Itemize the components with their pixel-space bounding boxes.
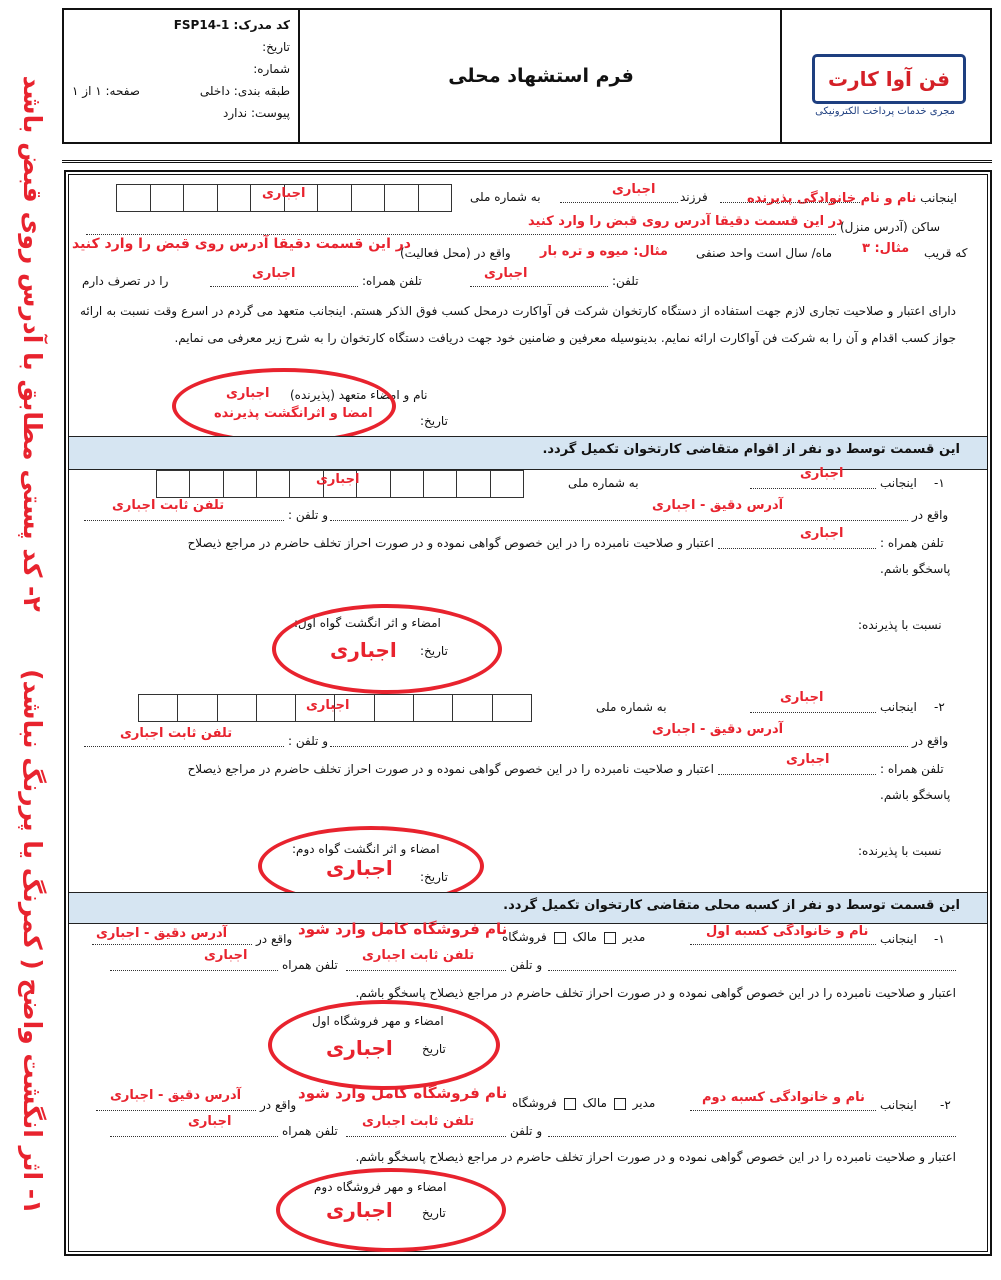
- header-rule: [62, 160, 992, 163]
- shop2-sign-required: اجباری: [326, 1198, 393, 1222]
- shop2-num: ۲-: [940, 1098, 951, 1112]
- witness2-relation-label: نسبت با پذیرنده:: [858, 844, 942, 858]
- witness1-answer-text: پاسخگو باشم.: [880, 562, 951, 576]
- witness2-credit-text: اعتبار و صلاحیت نامبرده را در این خصوص گواهی نموده و در صورت احراز تخلف حاضرم در مراجع ذیصلاح: [187, 762, 714, 776]
- business-address-hint: در این قسمت دقیقا آدرس روی قبض را وارد کنید: [72, 236, 411, 252]
- witness2-nid-label: به شماره ملی: [596, 700, 667, 714]
- shop2-me: اینجانب: [880, 1098, 917, 1112]
- shop2-mobile-hint: اجباری: [188, 1114, 232, 1129]
- witness1-nid-hint: اجباری: [316, 472, 360, 487]
- shop1-manager-checkbox[interactable]: [604, 932, 616, 944]
- logo-text: فن آوا کارت: [828, 67, 950, 91]
- phone-field[interactable]: [470, 286, 608, 287]
- applicant-commitment-text: دارای اعتبار و صلاحیت تجاری لازم جهت استفاده از دستگاه کارتخوان شرکت فن آواکارت درمحل کسب فوق الذکر هستم. اینجانب متعهد می گردم در اسرع وقت نسبت به ارائه جواز کسب اقدام و آن را به شرکت فن آواکارت ارائه نمایم. بدینوسیله معرفین و ضامنین خود جهت دریافت دستگاه کارتخوان را به شرح زیر معرفی می نمایم.: [80, 304, 956, 345]
- shop2-credit-text: اعتبار و صلاحیت نامبرده را در این خصوص گواهی نموده و در صورت احراز تخلف حاضرم در مراجع ذیصلاح پاسخگو باشم.: [355, 1150, 956, 1164]
- shop2-mobile-label: تلفن همراه: [282, 1124, 338, 1138]
- business-example: مثال: میوه و تره بار: [540, 244, 668, 259]
- shop1-mobile-hint: اجباری: [204, 948, 248, 963]
- doc-number-label: شماره:: [253, 62, 290, 76]
- side-note-line2: ۲- کد پستی مطابق با آدرس روی قبض باشد: [18, 75, 47, 612]
- company-logo: [812, 54, 966, 104]
- witness1-relation-label: نسبت با پذیرنده:: [858, 618, 942, 632]
- applicant-date-label: تاریخ:: [420, 414, 448, 428]
- resident-address-hint: در این قسمت دقیقا آدرس روی قبض را وارد کنید: [528, 214, 843, 229]
- shop1-date-label: تاریخ: [422, 1042, 446, 1056]
- located-label: واقع در (محل فعالیت): [400, 246, 511, 260]
- shop2-phone-label: و تلفن: [510, 1124, 543, 1138]
- mobile-label: تلفن همراه:: [362, 274, 422, 288]
- shop1-mobile-label: تلفن همراه: [282, 958, 338, 972]
- month-year-label: ماه/ سال است واحد صنفی: [696, 246, 833, 260]
- father-name-hint: اجباری: [612, 182, 656, 197]
- logo-subtitle: مجری خدمات پرداخت الکترونیکی: [815, 106, 955, 117]
- shop2-located-label: واقع در: [260, 1098, 297, 1112]
- witness1-address-hint: آدرس دقیق - اجباری: [652, 498, 784, 513]
- applicant-me-label: اینجانب: [920, 191, 957, 205]
- shop2-mobile-field[interactable]: [110, 1136, 278, 1137]
- duration-example: مثال: ۳: [862, 241, 910, 256]
- shop1-landline-hint: تلفن ثابت اجباری: [362, 948, 475, 963]
- shop1-mobile-field[interactable]: [110, 970, 278, 971]
- son-of-label: فرزند: [680, 190, 708, 204]
- witness2-sign-required: اجباری: [326, 856, 393, 880]
- side-note-text: [4, 35, 60, 1255]
- shop1-owner-label: مالک: [572, 930, 597, 944]
- shop1-me: اینجانب: [880, 932, 917, 946]
- shop2-owner-checkbox[interactable]: [564, 1098, 576, 1110]
- resident-label: ساکن (آدرس منزل): [840, 220, 941, 234]
- shop1-name-field[interactable]: [690, 944, 876, 945]
- doc-classification: طبقه بندی: داخلی: [199, 84, 290, 98]
- witness1-nid-label: به شماره ملی: [568, 476, 639, 490]
- shop1-shop-hint: نام فروشگاه کامل وارد شود: [298, 920, 508, 938]
- side-note: [4, 30, 60, 1260]
- doc-date-label: تاریخ:: [262, 40, 290, 54]
- shop1-address-field[interactable]: [92, 944, 252, 945]
- applicant-sign-label: نام و امضاء متعهد (پذیرنده): [290, 388, 428, 402]
- shop1-located-label: واقع در: [256, 932, 293, 946]
- shop2-address-field[interactable]: [96, 1110, 256, 1111]
- shop2-landline-hint: تلفن ثابت اجباری: [362, 1114, 475, 1129]
- shop1-credit-text: اعتبار و صلاحیت نامبرده را در این خصوص گواهی نموده و در صورت احراز تخلف حاضرم در مراجع ذیصلاح پاسخگو باشم.: [355, 986, 956, 1000]
- witness2-date-label: تاریخ:: [420, 870, 448, 884]
- shop1-address-hint: آدرس دقیق - اجباری: [96, 926, 228, 941]
- shop1-owner-checkbox[interactable]: [554, 932, 566, 944]
- witness1-name-hint: اجباری: [800, 466, 844, 481]
- phone-label: تلفن:: [612, 274, 639, 288]
- witness2-landline-hint: تلفن ثابت اجباری: [120, 726, 233, 741]
- shop2-sign-label: امضاء و مهر فروشگاه دوم: [314, 1180, 447, 1194]
- witness1-me: اینجانب: [880, 476, 917, 490]
- father-name-field[interactable]: [560, 202, 678, 203]
- witness2-mobile-label: تلفن همراه :: [880, 762, 944, 776]
- witness1-credit-text: اعتبار و صلاحیت نامبرده را در این خصوص گواهی نموده و در صورت احراز تخلف حاضرم در مراجع ذیصلاح: [187, 536, 714, 550]
- relatives-section-title: این قسمت توسط دو نفر از اقوام متقاضی کارتخوان تکمیل گردد.: [542, 442, 960, 457]
- shop1-role: [502, 930, 645, 944]
- witness2-address-field[interactable]: [330, 746, 908, 747]
- shop1-manager-label: مدیر: [622, 930, 646, 944]
- header-table: [62, 8, 992, 144]
- applicant-fullname-field[interactable]: [720, 202, 860, 203]
- witness1-mobile-field[interactable]: [718, 548, 876, 549]
- witness1-landline-hint: تلفن ثابت اجباری: [112, 498, 225, 513]
- shop1-phone-field-right[interactable]: [548, 970, 956, 971]
- witness2-phone-label: و تلفن :: [288, 734, 328, 748]
- applicant-sign-hint: امضا و اثرانگشت پذیرنده: [214, 406, 373, 421]
- shop2-phone-field-right[interactable]: [548, 1136, 956, 1137]
- witness1-sign-required: اجباری: [330, 638, 397, 662]
- witness1-mobile-hint: اجباری: [800, 526, 844, 541]
- title-cell: [302, 10, 780, 142]
- witness2-phone-field[interactable]: [84, 746, 284, 747]
- applicant-fullname-hint: نام و نام خانوادگی پذیرنده: [747, 191, 917, 206]
- witness2-name-hint: اجباری: [780, 690, 824, 705]
- witness1-sign-label: امضاء و اثر انگشت گواه اول:: [294, 616, 441, 630]
- national-id-hint: اجباری: [262, 186, 306, 201]
- shop1-shop-label: فروشگاه: [502, 930, 547, 944]
- national-id-label: به شماره ملی: [470, 190, 541, 204]
- doc-classification-row: [72, 80, 290, 102]
- witness2-mobile-field[interactable]: [718, 774, 876, 775]
- shop2-manager-label: مدیر: [632, 1096, 656, 1110]
- shop2-shop-label: فروشگاه: [512, 1096, 557, 1110]
- witness2-sign-label: امضاء و اثر انگشت گواه دوم:: [292, 842, 440, 856]
- page-title: فرم استشهاد محلی: [448, 65, 634, 87]
- shop1-phone-field[interactable]: [346, 970, 506, 971]
- witness1-num: ۱-: [934, 476, 945, 490]
- witness1-date-label: تاریخ:: [420, 644, 448, 658]
- shop1-phone-label: و تلفن: [510, 958, 543, 972]
- resident-address-field[interactable]: [86, 234, 836, 235]
- doc-meta: [64, 10, 300, 142]
- shop2-owner-label: مالک: [582, 1096, 607, 1110]
- doc-code: کد مدرک: FSP14-1: [173, 18, 290, 32]
- shop1-sign-label: امضاء و مهر فروشگاه اول: [312, 1014, 444, 1028]
- witness1-name-field[interactable]: [750, 488, 876, 489]
- witness2-located-label: واقع در: [912, 734, 949, 748]
- shops-section-title: این قسمت توسط دو نفر از کسبه محلی متقاضی کارتخوان تکمیل گردد.: [503, 898, 960, 913]
- shop2-role: [512, 1096, 655, 1110]
- shop1-sign-required: اجباری: [326, 1036, 393, 1060]
- mobile-field[interactable]: [210, 286, 358, 287]
- logo-cell: [780, 10, 990, 142]
- applicant-sign-required: اجباری: [226, 386, 270, 401]
- witness1-address-field[interactable]: [330, 520, 908, 521]
- witness2-name-field[interactable]: [750, 712, 876, 713]
- witness1-phone-label: و تلفن :: [288, 508, 328, 522]
- witness1-located-label: واقع در: [912, 508, 949, 522]
- doc-page: صفحه: ۱ از ۱: [72, 84, 140, 98]
- near-label: که قریب: [924, 246, 968, 260]
- shop2-date-label: تاریخ: [422, 1206, 446, 1220]
- witness2-nid-hint: اجباری: [306, 698, 350, 713]
- witness2-num: ۲-: [934, 700, 945, 714]
- shop1-num: ۱-: [934, 932, 945, 946]
- phone-hint: اجباری: [484, 266, 528, 281]
- shop1-name-hint: نام و خانوادگی کسبه اول: [706, 924, 869, 939]
- shop2-shop-hint: نام فروشگاه کامل وارد شود: [298, 1084, 508, 1102]
- shop2-phone-field[interactable]: [346, 1136, 506, 1137]
- witness2-me: اینجانب: [880, 700, 917, 714]
- doc-attachment: پیوست: ندارد: [223, 106, 290, 120]
- mobile-hint: اجباری: [252, 266, 296, 281]
- witness2-address-hint: آدرس دقیق - اجباری: [652, 722, 784, 737]
- possession-label: را در تصرف دارم: [82, 274, 169, 288]
- witness1-mobile-label: تلفن همراه :: [880, 536, 944, 550]
- shop2-address-hint: آدرس دقیق - اجباری: [110, 1088, 242, 1103]
- shop2-name-hint: نام و خانوادگی کسبه دوم: [702, 1090, 865, 1105]
- shop2-name-field[interactable]: [690, 1110, 876, 1111]
- witness2-answer-text: پاسخگو باشم.: [880, 788, 951, 802]
- shop2-manager-checkbox[interactable]: [614, 1098, 626, 1110]
- witness1-phone-field[interactable]: [84, 520, 284, 521]
- side-note-line1: ۱- اثر انگشت واضح ( کمرنگ یا پررنگ نباشد): [18, 669, 47, 1215]
- witness2-mobile-hint: اجباری: [786, 752, 830, 767]
